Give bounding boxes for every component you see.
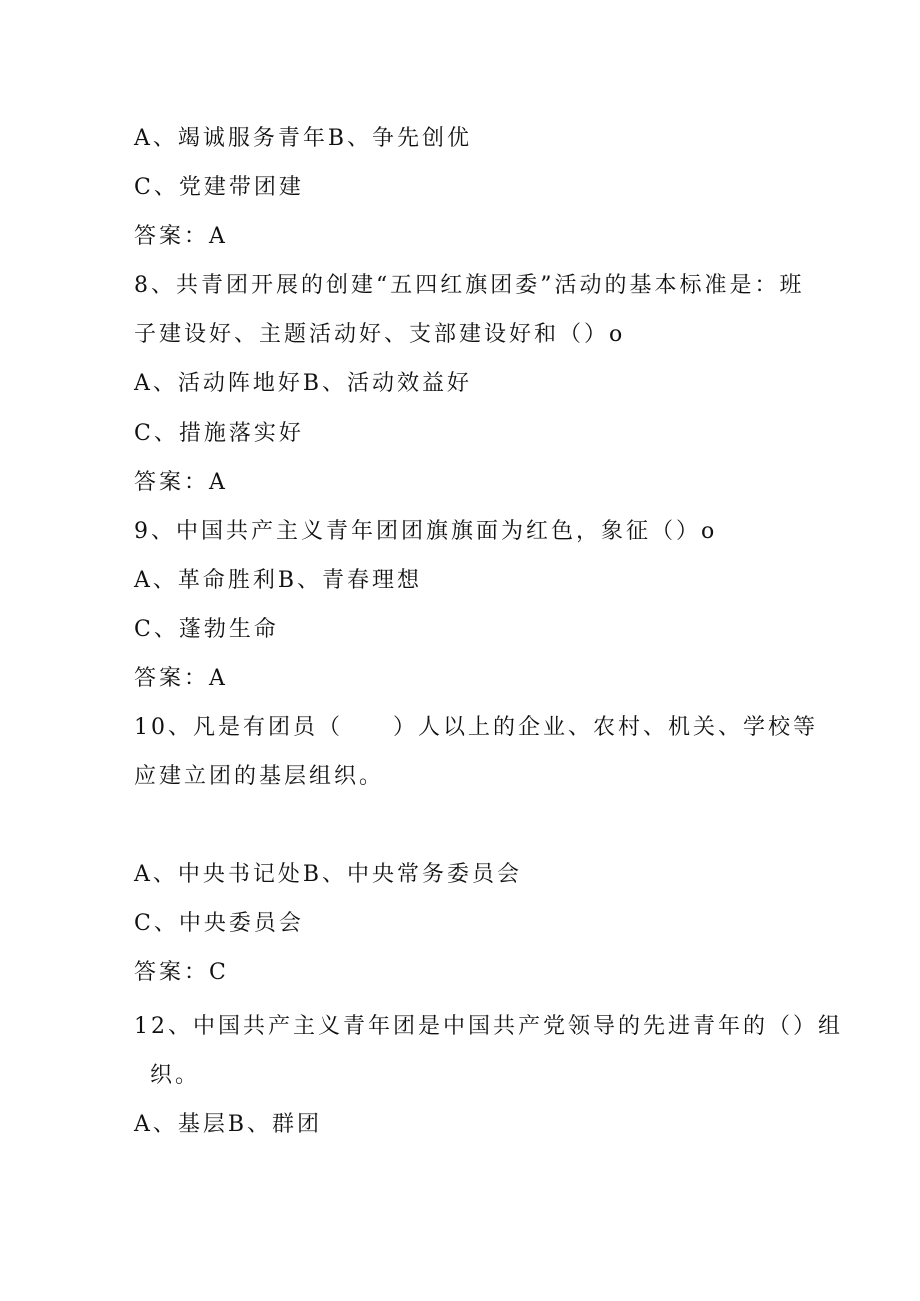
option-line: A、活动阵地好B、活动效益好 (134, 371, 473, 396)
option-line: A、基层B、群团 (134, 1112, 323, 1137)
question-line: 12、中国共产主义青年团是中国共产党领导的先进青年的（）组 (134, 1014, 843, 1039)
option-line: C、措施落实好 (134, 421, 304, 446)
answer-line: 答案：A (134, 470, 228, 495)
question-line: 应建立团的基层组织。 (134, 764, 385, 789)
question-line: 9、中国共产主义青年团团旗旗面为红色，象征（）o (134, 519, 718, 544)
option-line: C、党建带团建 (134, 175, 304, 200)
question-line: 织。 (150, 1063, 201, 1088)
option-line: C、中央委员会 (134, 911, 304, 936)
question-line: 8、共青团开展的创建“五四红旗团委”活动的基本标准是：班 (134, 273, 805, 298)
question-line: 10、凡是有团员（ ）人以上的企业、农村、机关、学校等 (134, 715, 818, 740)
option-line: A、革命胜利B、青春理想 (134, 568, 423, 593)
option-line: A、竭诚服务青年B、争先创优 (134, 126, 473, 151)
option-line: A、中央书记处B、中央常务委员会 (134, 862, 523, 887)
answer-line: 答案：A (134, 666, 228, 691)
answer-line: 答案：C (134, 960, 229, 985)
answer-line: 答案：A (134, 224, 228, 249)
option-line: C、蓬勃生命 (134, 617, 279, 642)
question-line: 子建设好、主题活动好、支部建设好和（）o (134, 322, 626, 347)
